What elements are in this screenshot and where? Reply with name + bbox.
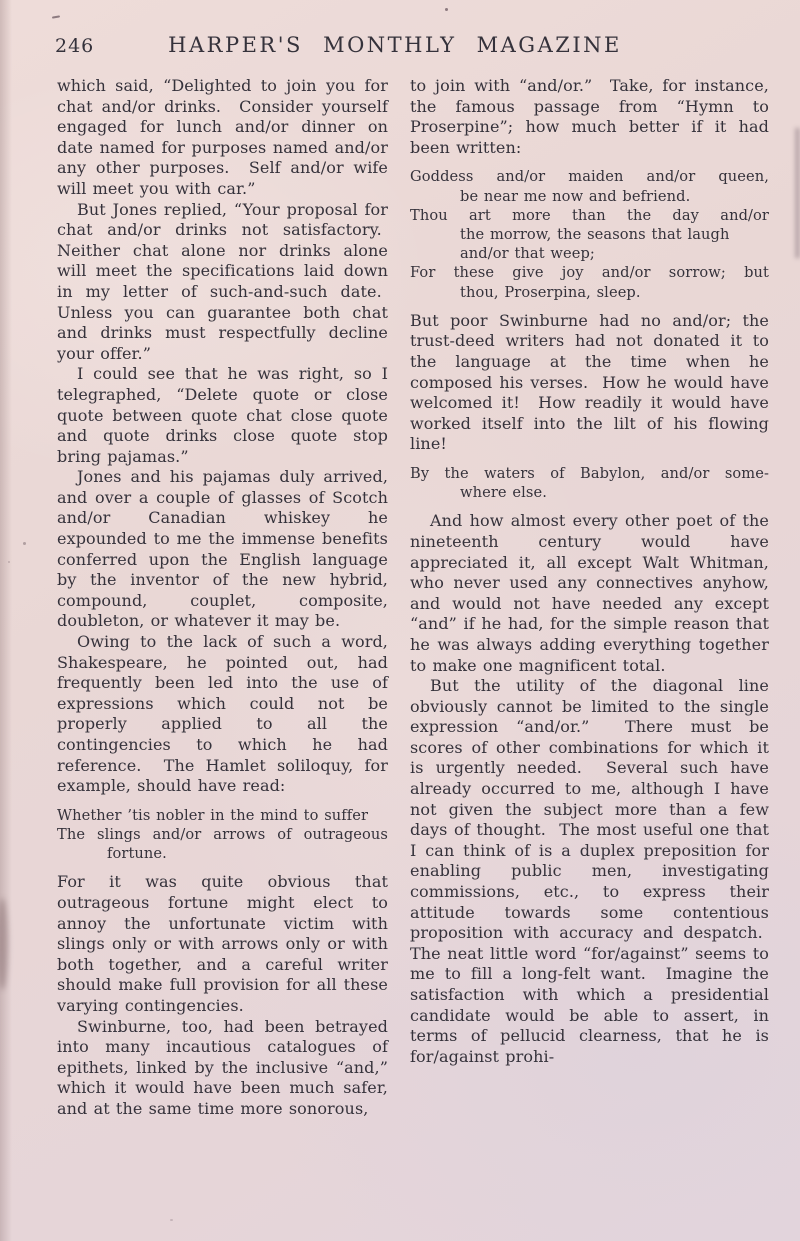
paper-speck <box>52 15 60 18</box>
paper-speck <box>445 8 448 11</box>
verse-line: By the waters of Babylon, and/or some- <box>410 464 769 482</box>
paragraph: to join with “and/or.” Take, for instance, the famous passage from “Hymn to Proserpine”; how much better if it had been written: <box>410 76 769 157</box>
left-column <box>57 76 388 1120</box>
paragraph: I could see that he was right, so I telegraphed, “Delete quote or close quote between quote chat close quote and quote drinks close quote stop bring pajamas.” <box>57 364 388 466</box>
verse-line: the morrow, the seasons that laugh <box>460 225 730 243</box>
verse-line: Goddess and/or maiden and/or queen, <box>410 168 769 186</box>
paragraph: And how almost every other poet of the nineteenth century would have appreciated it, all except Walt Whitman, who never used any connectives anyhow, and would not have needed any except “and” if he had, for the simple reason that he was always adding everything together to make one magnificent total. <box>410 511 769 675</box>
verse-line: thou, Proserpina, sleep. <box>460 283 641 301</box>
verse-block-proserpine <box>410 167 769 301</box>
verse-line: Thou art more than the day and/or <box>410 206 769 224</box>
page-edge-blotch <box>0 898 8 990</box>
verse-line: Whether ’tis nobler in the mind to suffer <box>57 806 369 824</box>
verse-line: For these give joy and/or sorrow; but <box>410 264 769 282</box>
magazine-title: HARPER'S MONTHLY MAGAZINE <box>168 33 622 57</box>
verse-line: be near me now and befriend. <box>460 187 691 205</box>
right-column <box>410 76 769 1067</box>
paragraph: Jones and his pajamas duly arrived, and over a couple of glasses of Scotch and/or Canadian whiskey he expounded to me the immense benefits conferred upon the English language by the inventor of the new hybrid, compound, couplet, composite, doubleton, or whatever it may be. <box>57 467 388 631</box>
paragraph: Owing to the lack of such a word, Shakespeare, he pointed out, had frequently been led into the use of expressions which could not be properly applied to all the contingencies to which he had reference. The Hamlet soliloquy, for example, should have read: <box>57 632 388 796</box>
paragraph: For it was quite obvious that outrageous fortune might elect to annoy the unfortunate victim with slings only or with arrows only or with both together, and a careful writer should make full provision for all these varying contingencies. <box>57 872 388 1015</box>
paragraph: which said, “Delighted to join you for chat and/or drinks. Consider yourself engaged for lunch and/or dinner on date named for purposes named and/or any other purposes. Self and/or wife will meet you with car.” <box>57 76 388 198</box>
verse-line: and/or that weep; <box>460 245 595 263</box>
paragraph: But Jones replied, “Your proposal for chat and/or drinks not satisfactory. Neither chat alone nor drinks alone will meet the specifications laid down in my letter of such-and-such date. Unless you can guarantee both chat and drinks must respectfully decline your offer.” <box>57 199 388 363</box>
verse-line: fortune. <box>107 845 167 863</box>
verse-line: where else. <box>460 484 547 502</box>
paragraph: Swinburne, too, had been betrayed into many incautious catalogues of epithets, linked by the inclusive “and,” which it would have been much safer, and at the same time more sonorous, <box>57 1016 388 1118</box>
paper-speck <box>170 1219 173 1221</box>
verse-line: The slings and/or arrows of outrageous <box>57 825 388 843</box>
page-right-edge-mark <box>795 128 800 258</box>
paragraph: But poor Swinburne had no and/or; the trust-deed writers had not donated it to the language at the time when he composed his verses. How he would have welcomed it! How readily it would have worked itself into the lilt of his flowing line! <box>410 310 769 454</box>
paper-speck <box>8 561 10 563</box>
page-left-edge-shadow <box>0 0 12 1241</box>
paragraph: But the utility of the diagonal line obviously cannot be limited to the single expression “and/or.” There must be scores of other combinations for which it is urgently needed. Several such have already occurred to me, although I have not given the subject more than a few days of thought. The most useful one that I can think of is a duplex preposition for enabling public men, investigating commissions, etc., to express their attitude towards some contentious proposition with accuracy and despatch. The neat little word “for/against” seems to me to fill a long-felt want. Imagine the satisfaction with which a presidential candidate would be able to assert, in terms of pellucid clearness, that he is for/against prohi- <box>410 676 769 1066</box>
page-number: 246 <box>55 35 95 57</box>
paper-speck <box>23 542 26 545</box>
verse-block-babylon <box>410 464 769 502</box>
verse-block-hamlet <box>57 806 388 864</box>
